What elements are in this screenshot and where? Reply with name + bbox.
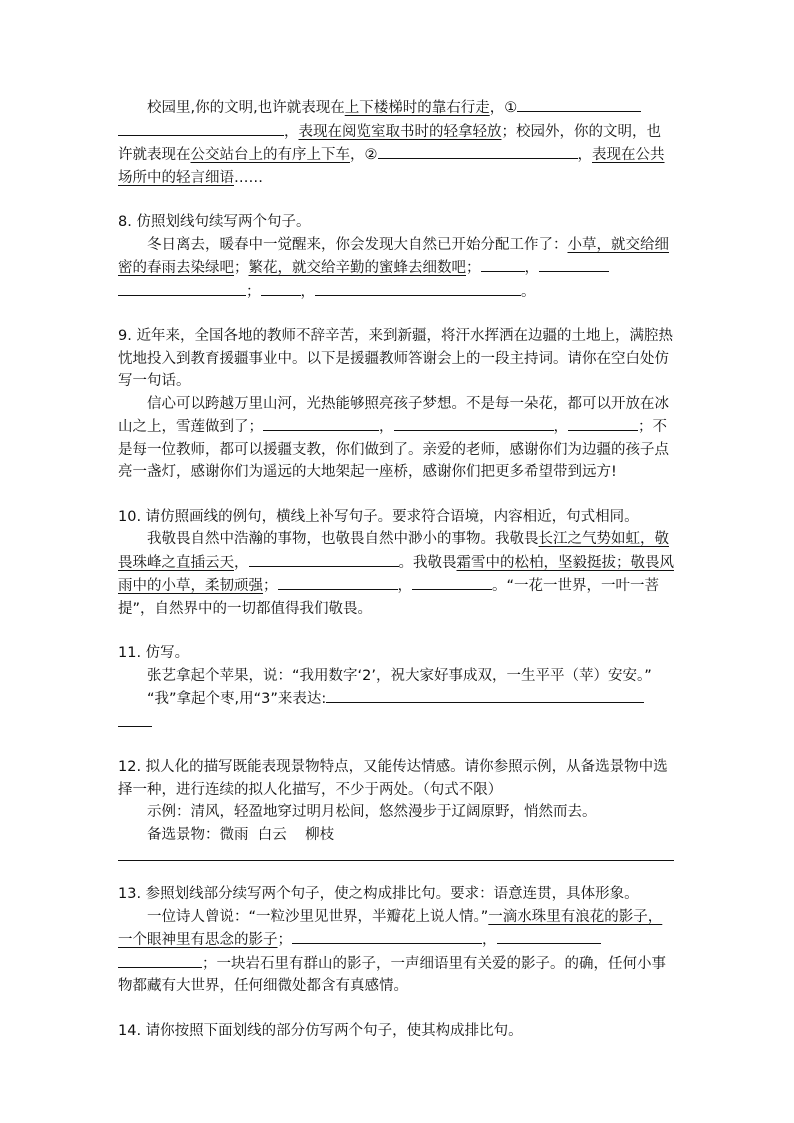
q10-blank-3[interactable]: [412, 574, 492, 590]
q9-blank-1[interactable]: [263, 415, 379, 431]
q13-blank-2b[interactable]: [118, 952, 202, 968]
q14-title: 14. 请你按照下面划线的部分仿写两个句子，使其构成排比句。: [118, 1022, 523, 1039]
q7-blank-2[interactable]: [378, 143, 578, 159]
q9-title: 9. 近年来，全国各地的教师不辞辛苦，来到新疆，将汗水挥洒在边疆的土地上，满腔热忱地投入到教育援疆事业中。以下是援疆教师答谢会上的一段主持词。请你在空白处仿写一句话。: [118, 328, 673, 389]
q11-title: 11. 仿写。: [118, 645, 190, 661]
q7-underlined-3: 公交站台上的有序上下车: [190, 147, 350, 163]
q7-underlined-2: 表现在阅览室取书时的轻拿轻放: [298, 123, 502, 140]
q12-options: 备选景物：微雨 白云 柳枝: [147, 826, 335, 843]
q8-title: 8. 仿照划线句续写两个句子。: [118, 214, 311, 230]
q8-underlined-2: 繁花，就交给辛勤的蜜蜂去细数吧: [248, 260, 466, 276]
worksheet: [118, 96, 674, 1042]
q8-blank-2[interactable]: [539, 256, 609, 272]
q8-blank-3[interactable]: [261, 280, 301, 296]
q13-blank-2[interactable]: [497, 928, 601, 944]
q8-underlined-1: 小草，就交给细密的春雨去染绿吧: [118, 236, 669, 276]
q12-answer-line[interactable]: [118, 850, 674, 861]
q9-blank-2[interactable]: [394, 415, 554, 431]
q10-underlined-2: 霜雪中的松柏，坚毅挺拔；敬畏风雨中的小草，柔韧顽强: [118, 554, 674, 594]
q7-blank-1[interactable]: [517, 96, 641, 112]
q10-underlined-1: 长江之气势如虹，敬畏珠峰之直插云天: [118, 531, 669, 571]
q7-blank-1b[interactable]: [118, 120, 284, 136]
q13-underlined-1: 一滴水珠里有浪花的影子，一个眼神里有思念的影子: [118, 908, 663, 948]
q8-blank-2b[interactable]: [118, 280, 246, 296]
q9-passage: 信心可以跨越万里山河，光热能够照亮孩子梦想。不是每一朵花，都可以开放在冰山之上，雪莲做到了； ， ， ；不是每一位教师，都可以援疆支教，你们做到了。亲爱的老师，感谢你们为边疆的孩子点亮一盏灯，感谢你们为遥远的大地架起一座桥，感谢你们把更多希望带到远方!: [118, 395, 669, 480]
q12-title: 12. 拟人化的描写既能表现景物特点，又能传达情感。请你参照示例，从备选景物中选择一种，进行连续的拟人化描写，不少于两处。（句式不限）: [118, 759, 668, 798]
q11-prompt: “我”拿起个枣,用“3”来表达:: [118, 687, 674, 734]
q7-underlined-4: 表现在公共场所中的轻言细语: [118, 147, 665, 186]
q12-example: 示例：清风，轻盈地穿过明月松间，悠然漫步于辽阔原野，悄然而去。: [147, 804, 597, 820]
q10-title: 10. 请仿照画线的例句，横线上补写句子。要求符合语境，内容相近，句式相同。: [118, 508, 639, 525]
q11-blank-1[interactable]: [326, 687, 644, 703]
q9-blank-3[interactable]: [568, 415, 604, 431]
q8-blank-4[interactable]: [315, 280, 521, 296]
q9-blank-3b[interactable]: [604, 415, 638, 431]
q10-blank-2[interactable]: [278, 574, 398, 590]
q11-blank-1b[interactable]: [118, 711, 152, 727]
q7-underlined-1: 上下楼梯时的靠右行走: [344, 100, 490, 116]
q10-passage: 我敬畏自然中浩瀚的事物，也敬畏自然中渺小的事物。我敬畏长江之气势如虹，敬畏珠峰之直插云天， 。我敬畏霜雪中的松柏，坚毅挺拔；敬畏风雨中的小草，柔韧顽强； ， 。“一花一世界，一叶一菩提”，自然界中的一切都值得我们敬畏。: [118, 531, 674, 617]
q7-passage: 校园里,你的文明,也许就表现在上下楼梯时的靠右行走，①，表现在阅览室取书时的轻拿轻放；校园外，你的文明，也许就表现在公交站台上的有序上下车，② ，表现在公共场所中的轻言细语……: [118, 96, 674, 189]
q13-title: 13. 参照划线部分续写两个句子，使之构成排比句。要求：语意连贯，具体形象。: [118, 886, 639, 902]
q8-blank-1[interactable]: [481, 256, 525, 272]
q11-example: 张艺拿起个苹果，说：“我用数字‘2’，祝大家好事成双，一生平平（苹）安安。”: [147, 667, 652, 684]
q8-passage: 冬日离去，暖春中一觉醒来，你会发现大自然已开始分配工作了：小草，就交给细密的春雨去染绿吧；繁花，就交给辛勤的蜜蜂去细数吧； ，； ， 。: [118, 236, 669, 300]
q10-blank-1[interactable]: [249, 551, 399, 567]
q13-passage: 一位诗人曾说：“一粒沙里见世界，半瓣花上说人情。”一滴水珠里有浪花的影子，一个眼神里有思念的影子； ，；一块岩石里有群山的影子，一声细语里有关爱的影子。的确，任何小事物都藏有大世界，任何细微处都含有真感情。: [118, 908, 666, 994]
q13-blank-1[interactable]: [292, 928, 482, 944]
